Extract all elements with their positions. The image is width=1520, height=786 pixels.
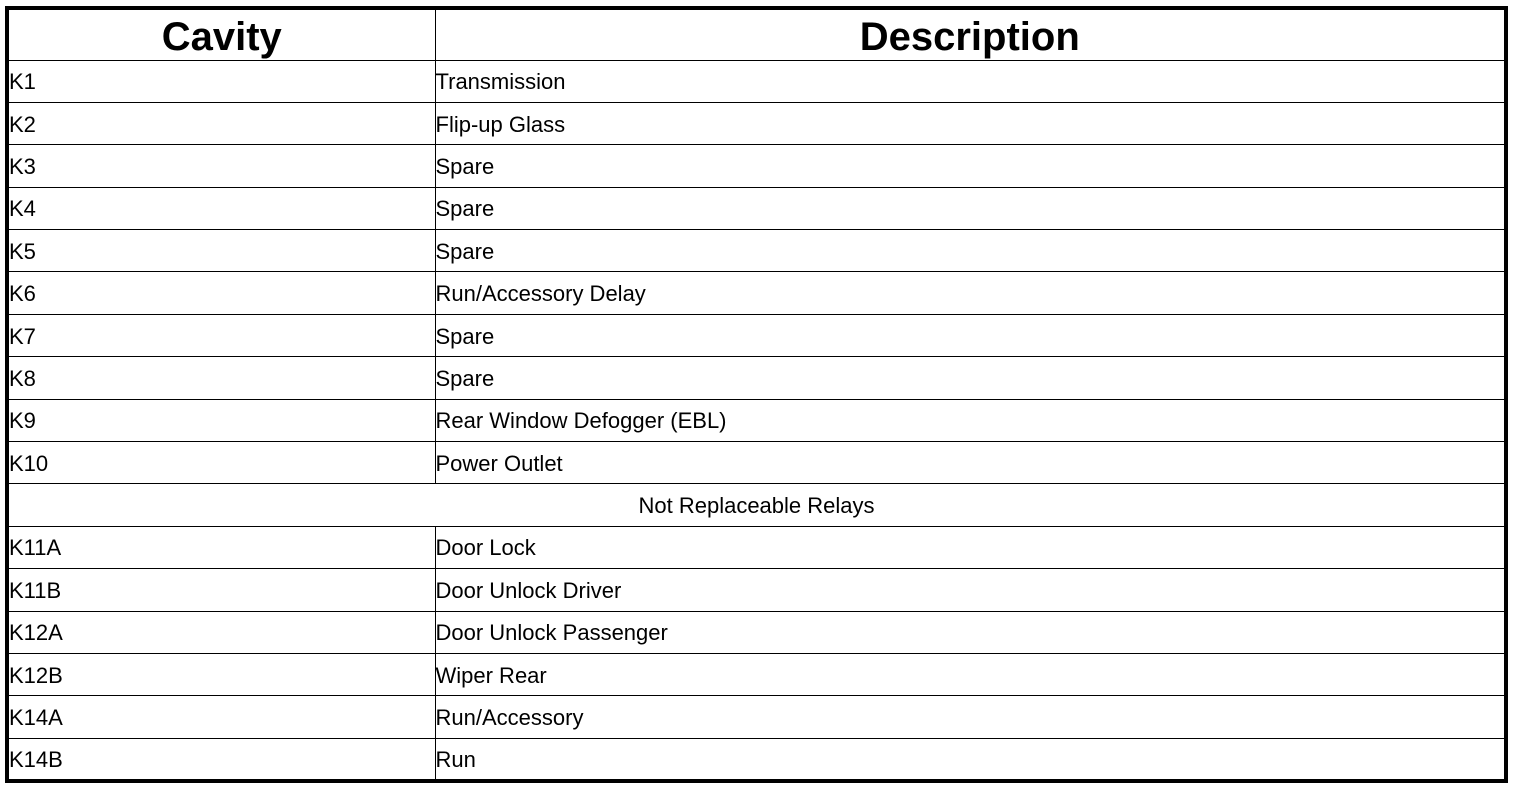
description-cell: Spare xyxy=(435,230,1506,272)
description-cell: Door Lock xyxy=(435,526,1506,568)
cavity-cell: K12A xyxy=(7,611,435,653)
cavity-cell: K8 xyxy=(7,357,435,399)
cavity-cell: K6 xyxy=(7,272,435,314)
table-row xyxy=(7,145,1506,187)
description-cell: Wiper Rear xyxy=(435,653,1506,695)
section-row xyxy=(7,484,1506,526)
cavity-cell: K2 xyxy=(7,102,435,144)
cavity-cell: K5 xyxy=(7,230,435,272)
table-row xyxy=(7,60,1506,102)
table-row xyxy=(7,102,1506,144)
description-cell: Door Unlock Driver xyxy=(435,569,1506,611)
header-row xyxy=(7,8,1506,60)
table-row xyxy=(7,526,1506,568)
table-row xyxy=(7,611,1506,653)
table-row xyxy=(7,696,1506,738)
description-cell: Run/Accessory Delay xyxy=(435,272,1506,314)
description-cell: Spare xyxy=(435,187,1506,229)
cavity-cell: K4 xyxy=(7,187,435,229)
description-cell: Spare xyxy=(435,357,1506,399)
description-cell: Spare xyxy=(435,314,1506,356)
table-row xyxy=(7,442,1506,484)
description-cell: Run xyxy=(435,738,1506,780)
cavity-cell: K1 xyxy=(7,60,435,102)
table-row xyxy=(7,314,1506,356)
cavity-header: Cavity xyxy=(7,8,435,60)
section-label: Not Replaceable Relays xyxy=(7,484,1506,526)
table-row xyxy=(7,357,1506,399)
table-row xyxy=(7,230,1506,272)
cavity-cell: K12B xyxy=(7,653,435,695)
description-header: Description xyxy=(435,8,1506,60)
table-row xyxy=(7,738,1506,780)
cavity-cell: K3 xyxy=(7,145,435,187)
cavity-cell: K11B xyxy=(7,569,435,611)
cavity-cell: K14B xyxy=(7,738,435,780)
table-row xyxy=(7,187,1506,229)
description-cell: Rear Window Defogger (EBL) xyxy=(435,399,1506,441)
description-cell: Run/Accessory xyxy=(435,696,1506,738)
cavity-cell: K9 xyxy=(7,399,435,441)
table-row xyxy=(7,569,1506,611)
description-cell: Flip-up Glass xyxy=(435,102,1506,144)
table-row xyxy=(7,272,1506,314)
table-row xyxy=(7,399,1506,441)
table-row xyxy=(7,653,1506,695)
cavity-cell: K10 xyxy=(7,442,435,484)
cavity-cell: K14A xyxy=(7,696,435,738)
description-cell: Transmission xyxy=(435,60,1506,102)
description-cell: Door Unlock Passenger xyxy=(435,611,1506,653)
relay-table xyxy=(5,6,1508,783)
cavity-cell: K11A xyxy=(7,526,435,568)
description-cell: Power Outlet xyxy=(435,442,1506,484)
cavity-cell: K7 xyxy=(7,314,435,356)
description-cell: Spare xyxy=(435,145,1506,187)
